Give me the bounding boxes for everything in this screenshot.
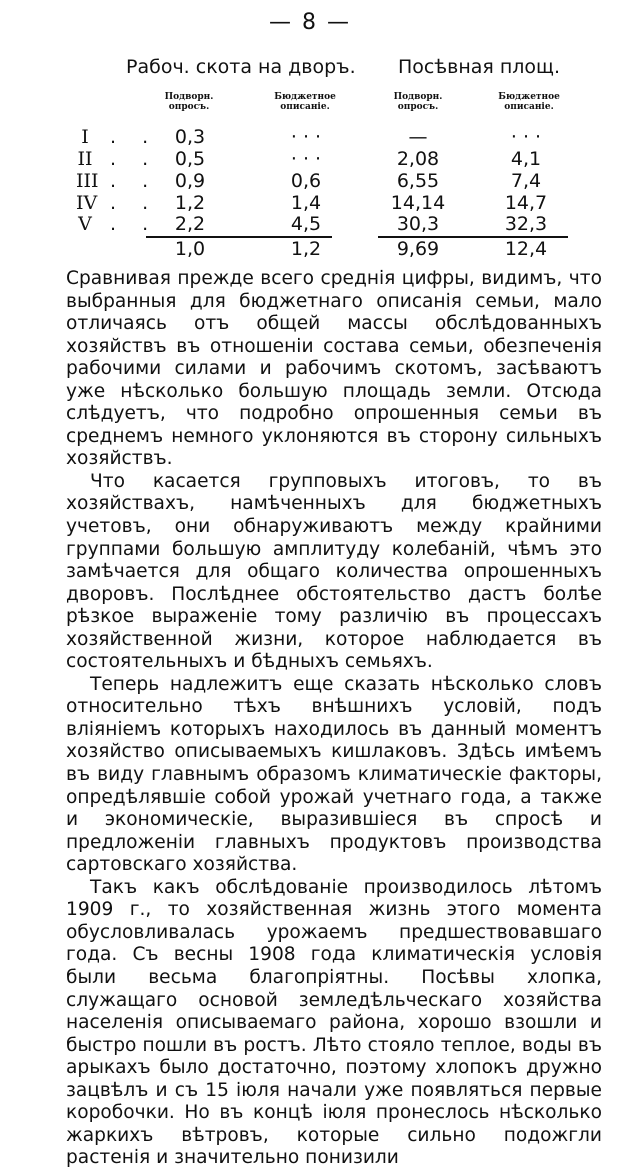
table-cell: 0,3 bbox=[174, 126, 206, 148]
table-cell: 4,1 bbox=[510, 148, 542, 170]
table-header-sown-area: Посѣвная площ. bbox=[398, 56, 560, 78]
subheader-household-survey-1: Подворн. опросъ. bbox=[164, 92, 214, 112]
table-row bbox=[0, 126, 620, 148]
row-label: V bbox=[78, 213, 92, 235]
total-cell: 1,2 bbox=[290, 238, 322, 260]
row-label: I bbox=[81, 126, 89, 148]
table-cell: · · · bbox=[290, 126, 322, 148]
table-cell: 2,2 bbox=[174, 213, 206, 235]
table-cell: — bbox=[408, 126, 428, 148]
table-header-livestock: Рабоч. скота на дворъ. bbox=[126, 56, 356, 78]
table-cell: 1,2 bbox=[174, 192, 206, 214]
subheader-budget-description-1: Бюджетное описаніе. bbox=[274, 92, 336, 112]
row-dots: . . bbox=[110, 126, 159, 148]
table-row bbox=[0, 213, 620, 235]
table-totals-row bbox=[0, 238, 620, 260]
table-cell: 1,4 bbox=[290, 192, 322, 214]
table-cell: 0,5 bbox=[174, 148, 206, 170]
table-row bbox=[0, 170, 620, 192]
row-label: III bbox=[76, 170, 99, 192]
table-cell: 4,5 bbox=[290, 213, 322, 235]
table-cell: 2,08 bbox=[396, 148, 440, 170]
row-dots: . . bbox=[110, 192, 159, 214]
total-cell: 12,4 bbox=[504, 238, 548, 260]
subheader-budget-description-2: Бюджетное описаніе. bbox=[498, 92, 560, 112]
page-number: — 8 — bbox=[269, 10, 351, 35]
paragraph: Сравнивая прежде всего среднія цифры, видимъ, что выбранныя для бюджетнаго описанія семьи, мало отличаясь отъ общей массы обслѣдованныхъ хозяйствъ въ отношеніи состава семьи, обезпеченія рабочими силами и рабочимъ скотомъ, засѣваютъ уже нѣсколько большую площадь земли. Отсюда слѣдуетъ, что подробно опрошенныя семьи въ среднемъ немного уклоняются въ сторону сильныхъ хозяйствъ. bbox=[66, 268, 602, 470]
table-cell: 0,9 bbox=[174, 170, 206, 192]
paragraph: Такъ какъ обслѣдованіе производилось лѣтомъ 1909 г., то хозяйственная жизнь этого момента обусловливалась урожаемъ предшествовавшаго года. Съ весны 1908 года климатическія условія были весьма благопріятны. Посѣвы хлопка, служащаго основой земледѣльческаго хозяйства населенія описываемаго района, хорошо взошли и быстро пошли въ ростъ. Лѣто стояло теплое, воды въ арыкахъ было достаточно, поэтому хлопокъ дружно зацвѣлъ и съ 15 іюля начали уже появляться первые коробочки. Но въ концѣ іюля пронеслось нѣсколько жаркихъ вѣтровъ, которые сильно подожгли растенія и значительно понизили bbox=[66, 876, 602, 1169]
table-cell: 14,7 bbox=[504, 192, 548, 214]
table-cell: 14,14 bbox=[390, 192, 446, 214]
row-dots: . . bbox=[110, 170, 159, 192]
row-dots: . . bbox=[110, 213, 159, 235]
table-cell: · · · bbox=[510, 126, 542, 148]
table-cell: 30,3 bbox=[396, 213, 440, 235]
row-label: IV bbox=[76, 192, 98, 214]
table-cell: 32,3 bbox=[504, 213, 548, 235]
table-cell: 0,6 bbox=[290, 170, 322, 192]
table-row bbox=[0, 148, 620, 170]
paragraph: Что касается групповыхъ итоговъ, то въ хозяйствахъ, намѣченныхъ для бюджетныхъ учетовъ, они обнаруживаютъ между крайними группами большую амплитуду колебаній, чѣмъ это замѣчается для общаго количества опрошенныхъ дворовъ. Послѣднее обстоятельство дастъ болѣе рѣзкое выраженіе тому различію въ процессахъ хозяйственной жизни, которое наблюдается въ состоятельныхъ и бѣдныхъ семьяхъ. bbox=[66, 470, 602, 673]
total-cell: 1,0 bbox=[174, 238, 206, 260]
subheader-household-survey-2: Подворн. опросъ. bbox=[393, 92, 443, 112]
table-cell: · · · bbox=[290, 148, 322, 170]
table-cell: 7,4 bbox=[510, 170, 542, 192]
table-cell: 6,55 bbox=[396, 170, 440, 192]
body-text bbox=[66, 268, 602, 1170]
row-dots: . . bbox=[110, 148, 159, 170]
table-row bbox=[0, 192, 620, 214]
total-cell: 9,69 bbox=[396, 238, 440, 260]
paragraph: Теперь надлежитъ еще сказать нѣсколько словъ относительно тѣхъ внѣшнихъ условій, подъ вліяніемъ которыхъ находилось въ данный моментъ хозяйство описываемыхъ кишлаковъ. Здѣсь имѣемъ въ виду главнымъ образомъ климатическіе факторы, опредѣлявшіе собой урожай учетнаго года, а также и экономическіе, выразившіеся въ спросѣ и предложеніи главныхъ продуктовъ производства сартовскаго хозяйства. bbox=[66, 673, 602, 876]
row-label: II bbox=[77, 148, 93, 170]
